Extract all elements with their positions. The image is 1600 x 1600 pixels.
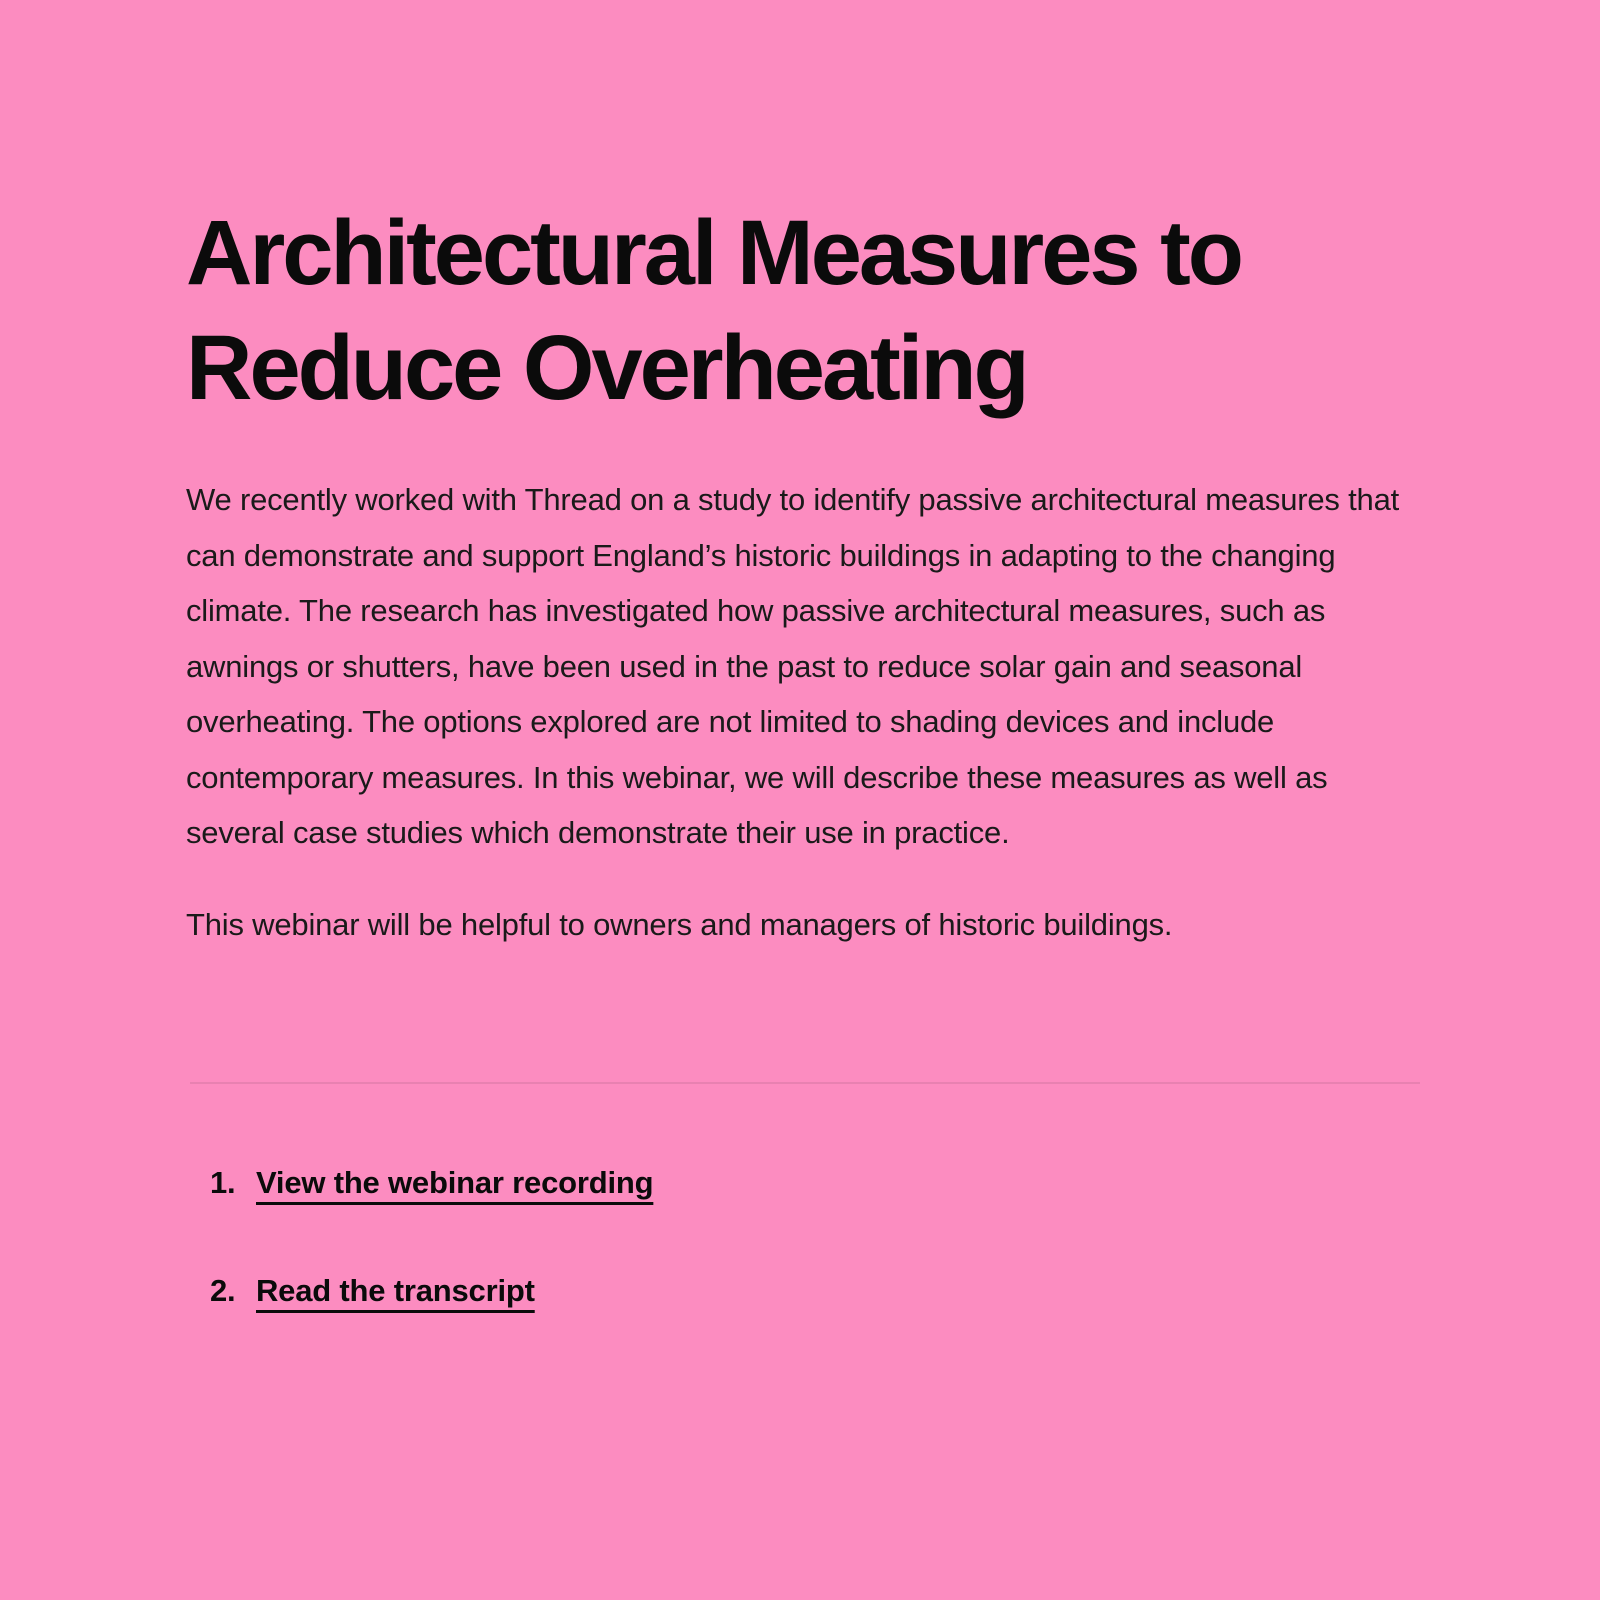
section-divider (190, 1082, 1420, 1084)
webinar-recording-link[interactable]: View the webinar recording (256, 1165, 654, 1200)
resource-list (186, 1162, 1430, 1312)
intro-paragraph: We recently worked with Thread on a study to identify passive architectural measures that can demonstrate and support England’s historic buildings in adapting to the changing climate. The research has investigated how passive architectural measures, such as awnings or shutters, have been used in the past to reduce solar gain and seasonal overheating. The options explored are not limited to shading devices and include contemporary measures. In this webinar, we will describe these measures as well as several case studies which demonstrate their use in practice. (186, 482, 1400, 850)
audience-paragraph: This webinar will be helpful to owners and managers of historic buildings. (186, 906, 1173, 942)
page-title: Architectural Measures to Reduce Overheating (186, 202, 1241, 419)
list-item-number: 2. (210, 1273, 236, 1308)
transcript-link[interactable]: Read the transcript (256, 1273, 535, 1308)
list-item-webinar-recording (210, 1162, 1430, 1204)
list-item-transcript (210, 1270, 1430, 1312)
list-item-number: 1. (210, 1165, 236, 1200)
